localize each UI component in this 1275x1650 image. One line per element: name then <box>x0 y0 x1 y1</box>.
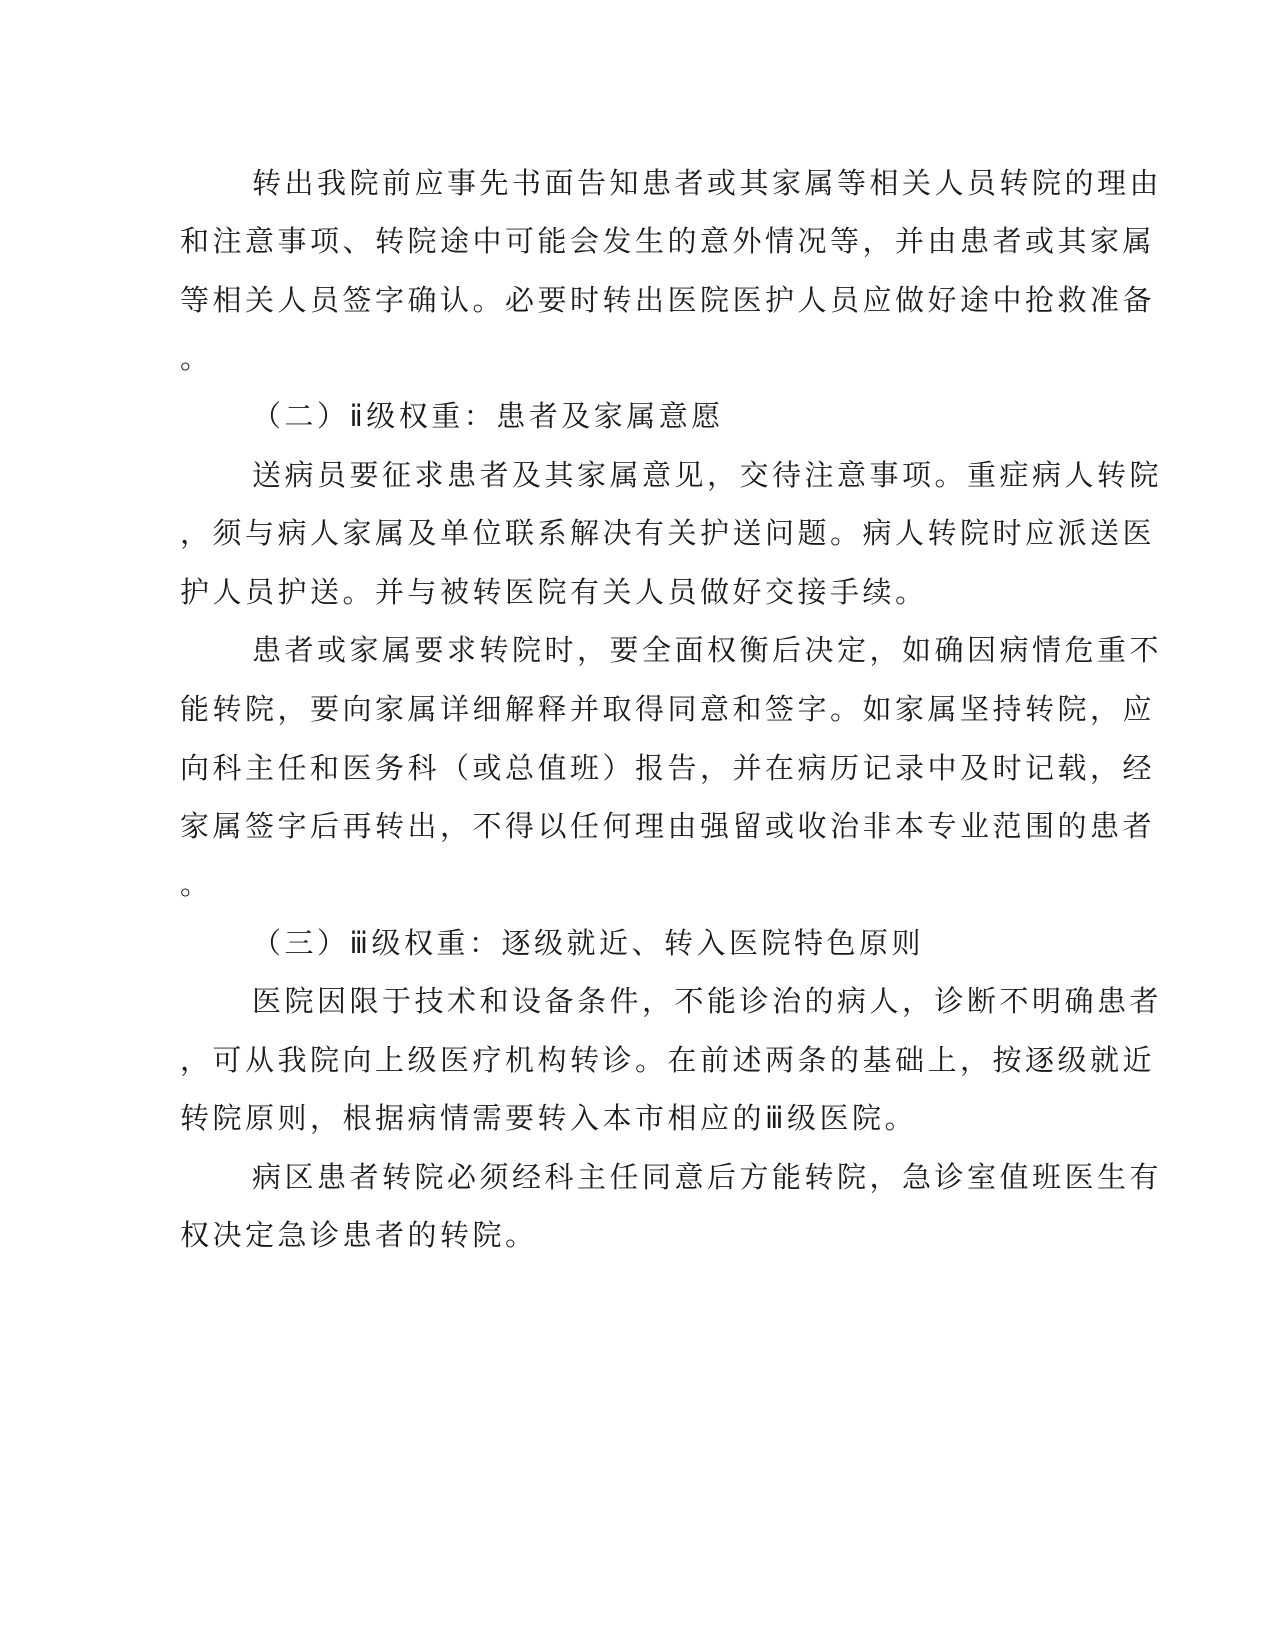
paragraph-1-line-2: 和注意事项、转院途中可能会发生的意外情况等，并由患者或其家属 <box>180 224 1156 258</box>
paragraph-1-line-4: 。 <box>180 341 213 375</box>
paragraph-6-line-1: 医院因限于技术和设备条件，不能诊治的病人，诊断不明确患者 <box>252 984 1163 1018</box>
paragraph-7-line-2: 权决定急诊患者的转院。 <box>180 1218 538 1252</box>
paragraph-7-line-1: 病区患者转院必须经科主任同意后方能转院，急诊室值班医生有 <box>252 1160 1163 1194</box>
paragraph-4-line-3: 向科主任和医务科（或总值班）报告，并在病历记录中及时记载，经 <box>180 751 1156 785</box>
paragraph-4-line-4: 家属签字后再转出，不得以任何理由强留或收治非本专业范围的患者 <box>180 809 1156 843</box>
paragraph-3-line-2: ，须与病人家属及单位联系解决有关护送问题。病人转院时应派送医 <box>180 516 1156 550</box>
section-heading-3: （三）ⅲ级权重：逐级就近、转入医院特色原则 <box>252 926 924 960</box>
paragraph-3-line-1: 送病员要征求患者及其家属意见，交待注意事项。重症病人转院 <box>252 458 1163 492</box>
paragraph-1-line-3: 等相关人员签字确认。必要时转出医院医护人员应做好途中抢救准备 <box>180 283 1156 317</box>
paragraph-6-line-2: ，可从我院向上级医疗机构转诊。在前述两条的基础上，按逐级就近 <box>180 1043 1156 1077</box>
paragraph-4-line-5: 。 <box>180 867 213 901</box>
section-heading-2: （二）ⅱ级权重：患者及家属意愿 <box>252 399 724 433</box>
paragraph-4-line-1: 患者或家属要求转院时，要全面权衡后决定，如确因病情危重不 <box>252 633 1163 667</box>
paragraph-1-line-1: 转出我院前应事先书面告知患者或其家属等相关人员转院的理由 <box>252 166 1163 200</box>
paragraph-4-line-2: 能转院，要向家属详细解释并取得同意和签字。如家属坚持转院，应 <box>180 692 1156 726</box>
paragraph-3-line-3: 护人员护送。并与被转医院有关人员做好交接手续。 <box>180 575 928 609</box>
paragraph-6-line-3: 转院原则，根据病情需要转入本市相应的ⅲ级医院。 <box>180 1101 917 1135</box>
